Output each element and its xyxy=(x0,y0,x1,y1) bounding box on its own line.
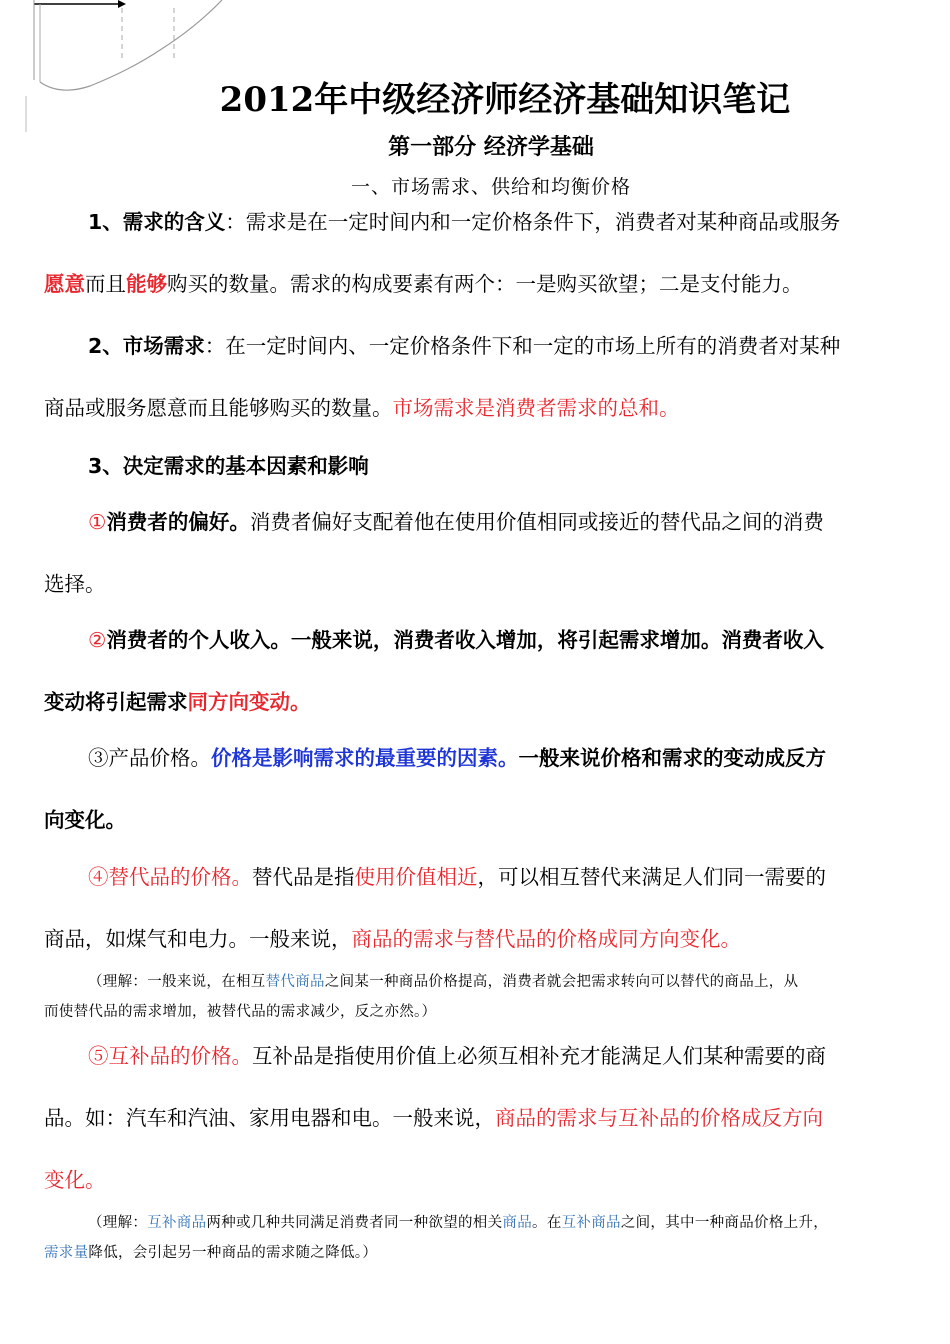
highlight-willing: 愿意 xyxy=(44,272,85,296)
colon: ： xyxy=(225,210,246,234)
term-link[interactable]: 互补商品 xyxy=(561,1215,621,1231)
highlight-able: 能够 xyxy=(126,272,167,296)
note-text: 之间，其中一种商品价格上升， xyxy=(620,1215,829,1231)
highlight-text: 商品的需求与替代品的价格成同方向变化。 xyxy=(351,927,741,951)
highlight-text: 商品的需求与互补品的价格成反方向 xyxy=(495,1106,823,1130)
factor-title: 互补品的价格。 xyxy=(108,1044,252,1068)
text: 选择。 xyxy=(44,572,106,596)
term-label: 市场需求 xyxy=(122,334,205,358)
text: 在一定时间内、一定价格条件下和一定的市场上所有的消费者对某种 xyxy=(225,334,841,358)
text: 互补品是指使用价值上必须互相补充才能满足人们某种需要的商 xyxy=(252,1044,826,1068)
term-link[interactable]: 商品 xyxy=(502,1215,533,1231)
highlight-text: 市场需求是消费者需求的总和。 xyxy=(392,396,680,420)
note-text: （理解：一般来说，在相互 xyxy=(88,974,266,990)
document-title: 2012年中级经济师经济基础知识笔记 xyxy=(219,80,791,120)
part-heading: 第一部分 经济学基础 xyxy=(388,135,594,160)
circled-number: ① xyxy=(88,510,107,534)
circled-number: ② xyxy=(88,628,107,652)
term-link[interactable]: 替代商品 xyxy=(265,974,325,990)
paragraph-factors-heading xyxy=(44,435,910,497)
text: 替代品是指 xyxy=(252,865,355,889)
note-text: 两种或几种共同满足消费者同一种欲望的相关 xyxy=(206,1215,503,1231)
term-link[interactable]: 互补商品 xyxy=(147,1215,207,1231)
text: 而且 xyxy=(85,272,126,296)
highlight-text: 变化。 xyxy=(44,1168,106,1192)
factor-text: 一般来说价格和需求的变动成反方 xyxy=(518,746,826,770)
highlight-text: 使用价值相近 xyxy=(354,865,478,889)
note-substitute xyxy=(44,967,914,1027)
colon: ： xyxy=(204,334,226,358)
paragraph-demand-definition xyxy=(44,191,910,315)
circled-number: ⑤ xyxy=(88,1044,109,1068)
circled-number: ④ xyxy=(88,865,109,889)
factor-title: 消费者的偏好。 xyxy=(106,510,250,534)
paragraph-market-demand xyxy=(44,315,910,439)
item-number: 1、 xyxy=(88,210,123,234)
note-text: 。在 xyxy=(532,1215,562,1231)
factor-complement-price xyxy=(44,1025,910,1211)
note-complement xyxy=(44,1208,914,1268)
factor-income xyxy=(44,609,910,733)
highlight-blue: 价格是影响需求的最重要的因素。 xyxy=(211,746,519,770)
highlight-text: 同方向变动。 xyxy=(187,690,311,714)
factor-text: 消费者的个人收入。一般来说，消费者收入增加，将引起需求增加。消费者收入 xyxy=(106,628,824,652)
item-number: 2、 xyxy=(88,334,123,358)
term-link[interactable]: 需求量 xyxy=(44,1245,89,1261)
circled-number: ③ xyxy=(88,746,109,770)
note-text: 而使替代品的需求增加，被替代品的需求减少，反之亦然。） xyxy=(44,1004,437,1020)
text: 商品或服务愿意而且能够购买的数量。 xyxy=(44,396,393,420)
factor-preference xyxy=(44,491,910,615)
note-text: （理解： xyxy=(88,1215,148,1231)
factor-text: 向变化。 xyxy=(44,808,126,832)
factor-substitute-price xyxy=(44,846,910,970)
text: ，可以相互替代来满足人们同一需要的 xyxy=(477,865,826,889)
text: 品。如：汽车和汽油、家用电器和电。一般来说， xyxy=(44,1106,495,1130)
note-text: 降低，会引起另一种商品的需求随之降低。） xyxy=(88,1245,378,1261)
factor-title: 替代品的价格。 xyxy=(108,865,252,889)
section-heading: 一、市场需求、供给和均衡价格 xyxy=(350,176,631,198)
subheading: 3、决定需求的基本因素和影响 xyxy=(88,454,369,478)
text: 消费者偏好支配着他在使用价值相同或接近的替代品之间的消费 xyxy=(249,510,824,534)
text: 购买的数量。需求的构成要素有两个：一是购买欲望；二是支付能力。 xyxy=(167,272,803,296)
factor-text: 变动将引起需求 xyxy=(44,690,188,714)
note-text: 之间某一种商品价格提高，消费者就会把需求转向可以替代的商品上，从 xyxy=(324,974,799,990)
term-label: 需求的含义 xyxy=(122,210,226,234)
factor-price xyxy=(44,727,910,851)
text: 需求是在一定时间内和一定价格条件下，消费者对某种商品或服务 xyxy=(245,210,841,234)
factor-title: 产品价格。 xyxy=(108,746,211,770)
text: 商品，如煤气和电力。一般来说， xyxy=(44,927,352,951)
